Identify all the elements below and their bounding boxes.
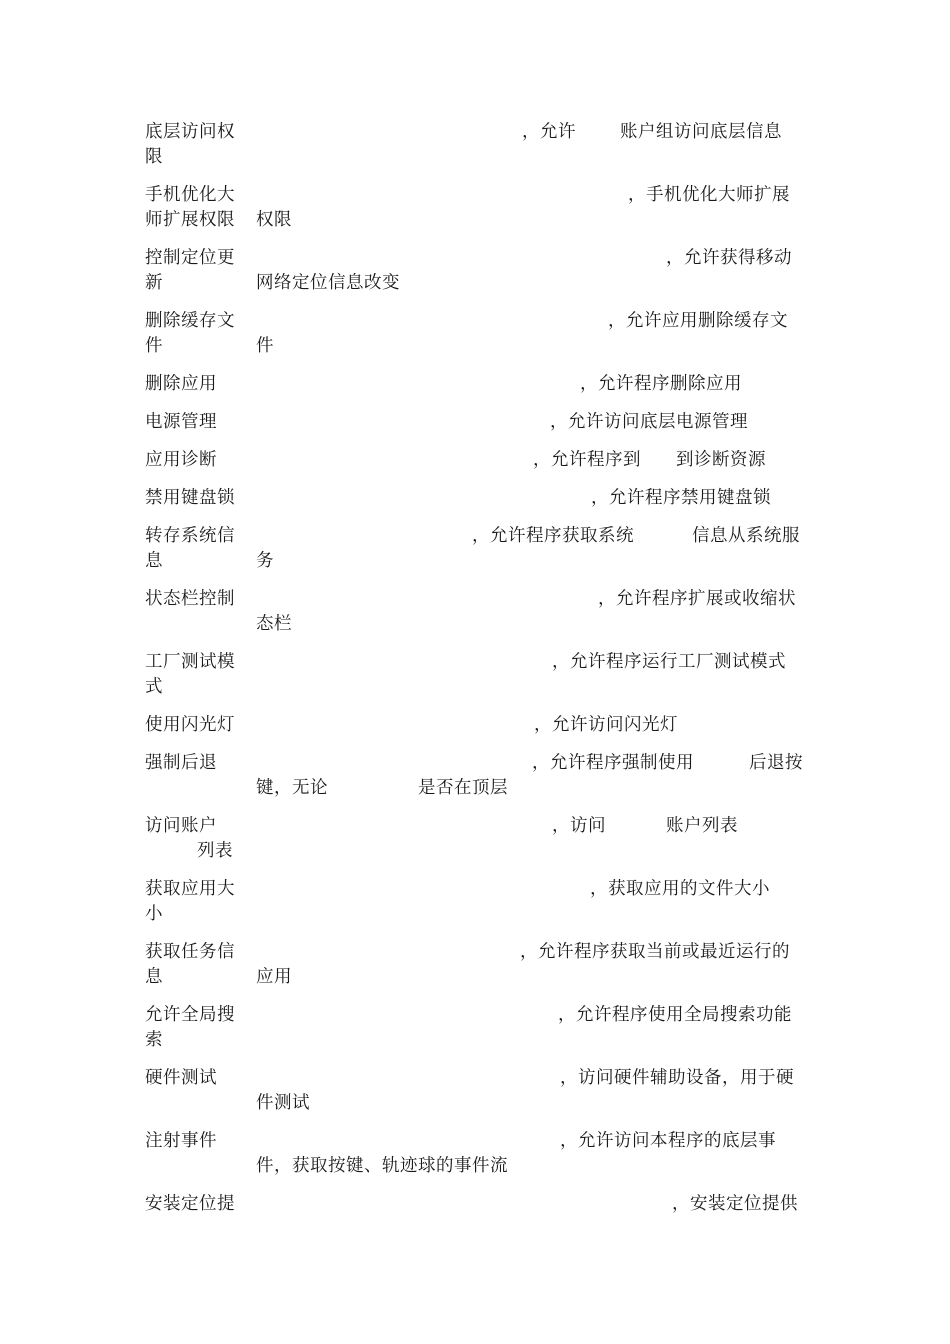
permission-row (0, 120, 950, 180)
permission-name: 手机优化大 师扩展权限 (145, 185, 235, 230)
permission-row (0, 524, 950, 584)
permission-description: ，允许获得移动 (666, 248, 792, 268)
permission-name: 状态栏控制 (145, 589, 235, 609)
permission-description: 态栏 (256, 614, 292, 634)
permission-description: ，获取应用的文件大小 (590, 879, 770, 899)
permission-name: 使用闪光灯 (145, 715, 235, 735)
permission-row (0, 940, 950, 1000)
permission-name: 应用诊断 (145, 450, 217, 470)
permission-row (0, 1192, 950, 1252)
permission-row (0, 587, 950, 647)
permission-description: 账户组访问底层信息 (620, 122, 782, 142)
permission-name: 安装定位提 (145, 1194, 235, 1214)
permission-description: ，允许程序扩展或收缩状 (598, 589, 796, 609)
permission-description: 应用 (256, 967, 292, 987)
permission-row (0, 1066, 950, 1126)
permission-row (0, 1129, 950, 1189)
permission-name: 删除应用 (145, 374, 217, 394)
permission-description: ，访问 (552, 816, 606, 836)
permission-description: 是否在顶层 (418, 778, 508, 798)
permission-description: 列表 (197, 841, 233, 861)
permission-name: 获取应用大 小 (145, 879, 235, 924)
permission-description: ，允许应用删除缓存文 (608, 311, 788, 331)
permission-description: ，手机优化大师扩展 (628, 185, 790, 205)
permission-description: ，允许程序强制使用 (532, 753, 694, 773)
permission-name: 强制后退 (145, 753, 217, 773)
permission-description: 件测试 (256, 1093, 310, 1113)
permission-description: ，安装定位提供 (672, 1194, 798, 1214)
permission-description: 后退按 (749, 753, 803, 773)
permission-row (0, 877, 950, 937)
permission-description: 件，获取按键、轨迹球的事件流 (256, 1156, 508, 1176)
permission-name: 电源管理 (145, 412, 217, 432)
permission-row (0, 183, 950, 243)
permission-name: 删除缓存文 件 (145, 311, 235, 356)
permission-name: 硬件测试 (145, 1068, 217, 1088)
permission-description: ，允许程序运行工厂测试模式 (552, 652, 786, 672)
permission-name: 转存系统信 息 (145, 526, 235, 571)
permission-row (0, 1003, 950, 1063)
permission-description: 到诊断资源 (676, 450, 766, 470)
permission-description: 务 (256, 551, 274, 571)
permission-row (0, 309, 950, 369)
permission-description: 信息从系统服 (692, 526, 800, 546)
permission-description: 账户列表 (666, 816, 738, 836)
permission-name: 工厂测试模 式 (145, 652, 235, 697)
permission-description: 网络定位信息改变 (256, 273, 400, 293)
permission-description: ，允许程序删除应用 (580, 374, 742, 394)
permission-description: ，访问硬件辅助设备，用于硬 (560, 1068, 794, 1088)
permission-row (0, 751, 950, 811)
permission-name: 访问账户 (145, 816, 217, 836)
permission-name: 允许全局搜 索 (145, 1005, 235, 1050)
permission-description: 件 (256, 336, 274, 356)
permission-description: 键，无论 (256, 778, 328, 798)
permission-name: 禁用键盘锁 (145, 488, 235, 508)
permission-description: ，允许程序获取当前或最近运行的 (520, 942, 790, 962)
permission-description: ，允许访问闪光灯 (534, 715, 678, 735)
permission-description: ，允许程序禁用键盘锁 (591, 488, 771, 508)
permission-row (0, 246, 950, 306)
permission-name: 底层访问权 限 (145, 122, 235, 167)
permission-description: 权限 (256, 210, 292, 230)
permission-description: ，允许访问本程序的底层事 (560, 1131, 776, 1151)
permission-row (0, 650, 950, 710)
permission-description: ，允许 (522, 122, 576, 142)
permission-name: 控制定位更 新 (145, 248, 235, 293)
permission-description: ，允许访问底层电源管理 (550, 412, 748, 432)
permission-row (0, 814, 950, 874)
permission-description: ，允许程序获取系统 (472, 526, 634, 546)
permission-name: 注射事件 (145, 1131, 217, 1151)
permission-name: 获取任务信 息 (145, 942, 235, 987)
permission-description: ，允许程序使用全局搜索功能 (558, 1005, 792, 1025)
permission-description: ，允许程序到 (533, 450, 641, 470)
